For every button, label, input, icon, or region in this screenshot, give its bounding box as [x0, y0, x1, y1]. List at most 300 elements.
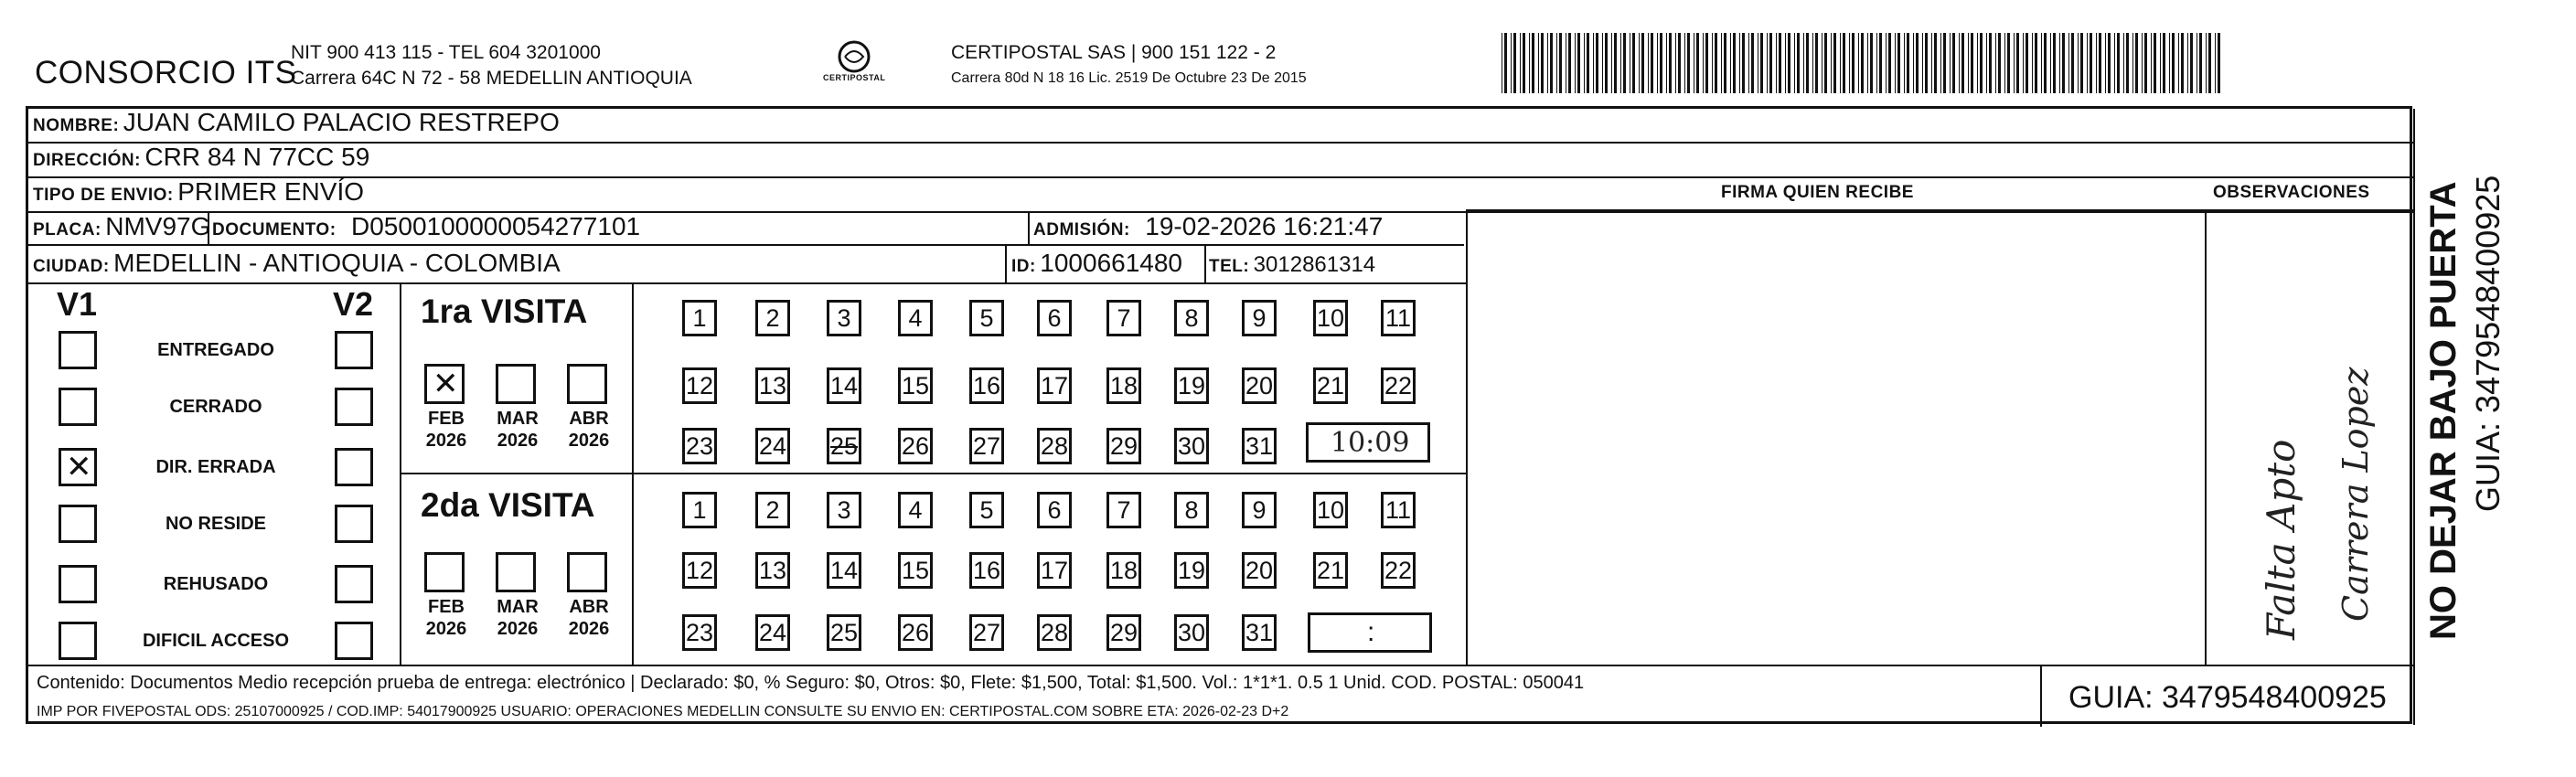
- month-name: FEB: [428, 409, 465, 429]
- barcode-bar: [1605, 33, 1608, 93]
- firma-header: FIRMA QUIEN RECIBE: [1721, 183, 1914, 202]
- barcode-bar: [1748, 33, 1749, 93]
- v1-checkbox[interactable]: [59, 388, 97, 426]
- barcode-bar: [1886, 33, 1887, 93]
- barcode-bar: [1651, 33, 1653, 93]
- second-visit-day-16[interactable]: 16: [969, 552, 1004, 589]
- barcode-bar: [2208, 33, 2211, 93]
- month-year: 2026: [568, 619, 610, 639]
- barcode-bar: [1632, 33, 1635, 93]
- barcode-bar: [1721, 33, 1722, 93]
- second-visit-day-26[interactable]: 26: [898, 614, 933, 651]
- barcode-bar: [1913, 33, 1914, 93]
- barcode-bar: [1684, 33, 1685, 93]
- documento-value: D0500100000054277101: [351, 212, 641, 240]
- first-visit-day-19[interactable]: 19: [1174, 367, 1209, 404]
- barcode-bar: [2142, 33, 2143, 93]
- status-label: CERRADO: [169, 397, 262, 417]
- barcode-bar: [2172, 33, 2175, 93]
- barcode-bar: [1870, 33, 1873, 93]
- nombre-value: JUAN CAMILO PALACIO RESTREPO: [123, 108, 560, 136]
- first-visit-day-16[interactable]: 16: [969, 367, 1004, 404]
- first-visit-day-21[interactable]: 21: [1313, 367, 1348, 404]
- first-visit-day-29[interactable]: 29: [1106, 428, 1141, 464]
- second-visit-day-14[interactable]: 14: [827, 552, 861, 589]
- certipostal-address: Carrera 80d N 18 16 Lic. 2519 De Octubre 23 De 2015: [951, 70, 1307, 86]
- barcode-bar: [2169, 33, 2170, 93]
- second-visit-day-27[interactable]: 27: [969, 614, 1004, 651]
- barcode-bar: [1584, 33, 1585, 93]
- barcode-bar: [1559, 33, 1562, 93]
- second-visit-day-29[interactable]: 29: [1106, 614, 1141, 651]
- second-visit-day-12[interactable]: 12: [682, 552, 717, 589]
- barcode-bar: [1858, 33, 1859, 93]
- observation-note-2: Carrera Lopez: [2336, 367, 2376, 622]
- certipostal-line: CERTIPOSTAL SAS | 900 151 122 - 2: [951, 42, 1277, 63]
- second-visit-day-23[interactable]: 23: [682, 614, 717, 651]
- barcode-bar: [1950, 33, 1951, 93]
- barcode-bar: [2032, 33, 2033, 93]
- second-visit-month-box[interactable]: [424, 552, 465, 592]
- barcode-bar: [2041, 33, 2042, 93]
- observation-note-1: Falta Apto: [2259, 439, 2303, 640]
- barcode-bar: [1797, 33, 1800, 93]
- first-visit-day-4[interactable]: 4: [898, 300, 933, 336]
- second-visit-day-6[interactable]: 6: [1037, 492, 1072, 528]
- second-visit-day-25[interactable]: 25: [827, 614, 861, 651]
- barcode: [1502, 33, 2229, 93]
- first-visit-day-18[interactable]: 18: [1106, 367, 1141, 404]
- nombre-row: [33, 108, 560, 137]
- first-visit-day-7[interactable]: 7: [1106, 300, 1141, 336]
- first-visit-day-25[interactable]: 25: [827, 428, 861, 464]
- barcode-bar: [2014, 33, 2015, 93]
- barcode-bar: [1876, 33, 1877, 93]
- barcode-bar: [1952, 33, 1955, 93]
- status-label: DIR. ERRADA: [155, 457, 276, 477]
- barcode-bar: [1788, 33, 1790, 93]
- barcode-bar: [1968, 33, 1969, 93]
- first-visit-day-13[interactable]: 13: [755, 367, 790, 404]
- barcode-bar: [2144, 33, 2147, 93]
- tel-label: TEL:: [1209, 257, 1250, 276]
- direccion-row: [33, 143, 369, 172]
- second-visit-month-box[interactable]: [567, 552, 607, 592]
- id-value: 1000661480: [1040, 249, 1183, 277]
- first-visit-month-box[interactable]: [567, 364, 607, 404]
- second-visit-day-19[interactable]: 19: [1174, 552, 1209, 589]
- barcode-bar: [1532, 33, 1534, 93]
- barcode-bar: [1703, 33, 1704, 93]
- barcode-bar: [1523, 33, 1525, 93]
- admision-value: 19-02-2026 16:21:47: [1145, 212, 1384, 240]
- second-visit-day-22[interactable]: 22: [1381, 552, 1416, 589]
- barcode-bar: [1577, 33, 1580, 93]
- second-visit-month-box[interactable]: [496, 552, 536, 592]
- barcode-bar: [1751, 33, 1754, 93]
- barcode-bar: [1513, 33, 1516, 93]
- second-visit-day-5[interactable]: 5: [969, 492, 1004, 528]
- barcode-bar: [2004, 33, 2005, 93]
- first-visit-day-8[interactable]: 8: [1174, 300, 1209, 336]
- status-label: NO RESIDE: [165, 514, 267, 534]
- barcode-bar: [1995, 33, 1996, 93]
- second-visit-day-13[interactable]: 13: [755, 552, 790, 589]
- month-year: 2026: [425, 431, 467, 451]
- v1-checkbox[interactable]: [59, 505, 97, 543]
- v2-checkbox[interactable]: [335, 565, 373, 603]
- status-label: DIFICIL ACCESO: [142, 631, 289, 651]
- barcode-bar: [2123, 33, 2124, 93]
- v2-checkbox[interactable]: [335, 331, 373, 369]
- barcode-bar: [1943, 33, 1946, 93]
- barcode-bar: [1538, 33, 1539, 93]
- barcode-bar: [1657, 33, 1658, 93]
- month-label: [561, 596, 616, 640]
- barcode-bar: [2007, 33, 2010, 93]
- v1-checkbox[interactable]: [59, 448, 97, 486]
- barcode-bar: [2160, 33, 2161, 93]
- barcode-bar: [1843, 33, 1845, 93]
- barcode-bar: [2215, 33, 2216, 93]
- admision-row: [1033, 212, 1383, 241]
- second-visit-day-11[interactable]: 11: [1381, 492, 1416, 528]
- first-visit-day-10[interactable]: 10: [1313, 300, 1348, 336]
- barcode-bar: [2105, 33, 2106, 93]
- barcode-bar: [1678, 33, 1681, 93]
- barcode-bar: [1879, 33, 1882, 93]
- second-visit-time: :: [1367, 617, 1375, 647]
- barcode-bar: [1961, 33, 1964, 93]
- first-visit-time-box[interactable]: [1306, 422, 1430, 463]
- first-visit-day-11[interactable]: 11: [1381, 300, 1416, 336]
- barcode-bar: [2050, 33, 2051, 93]
- tel-value: 3012861314: [1253, 252, 1376, 277]
- barcode-bar: [2078, 33, 2079, 93]
- month-name: ABR: [569, 409, 609, 429]
- first-visit-day-6[interactable]: 6: [1037, 300, 1072, 336]
- month-label: [490, 596, 545, 640]
- barcode-bar: [1922, 33, 1923, 93]
- first-visit-day-30[interactable]: 30: [1174, 428, 1209, 464]
- month-name: MAR: [497, 597, 539, 617]
- barcode-bar: [1587, 33, 1589, 93]
- barcode-bar: [2087, 33, 2088, 93]
- first-visit-day-1[interactable]: 1: [682, 300, 717, 336]
- barcode-bar: [1861, 33, 1864, 93]
- barcode-bar: [1623, 33, 1626, 93]
- barcode-bar: [1824, 33, 1827, 93]
- v1-checkbox[interactable]: [59, 565, 97, 603]
- barcode-bar: [2108, 33, 2111, 93]
- first-visit-day-27[interactable]: 27: [969, 428, 1004, 464]
- month-name: ABR: [569, 597, 609, 617]
- second-visit-day-7[interactable]: 7: [1106, 492, 1141, 528]
- certipostal-logo: [823, 37, 886, 91]
- month-label: [419, 596, 474, 640]
- month-year: 2026: [497, 431, 539, 451]
- barcode-bar: [1849, 33, 1850, 93]
- barcode-bar: [2080, 33, 2083, 93]
- check-x-icon: ✕: [66, 449, 92, 485]
- status-label: ENTREGADO: [157, 340, 274, 360]
- direccion-value: CRR 84 N 77CC 59: [144, 143, 370, 171]
- month-label: [561, 408, 616, 452]
- barcode-bar: [1675, 33, 1676, 93]
- barcode-bar: [1648, 33, 1649, 93]
- barcode-bar: [1977, 33, 1978, 93]
- footer-imp: IMP POR FIVEPOSTAL ODS: 25107000925 / COD.IMP: 54017900925 USUARIO: OPERACIONES MEDELLIN CONSULTE SU ENVIO EN: CERTIPOSTAL.COM SOBRE ETA: 2026-02-23 D+2: [37, 704, 1289, 719]
- barcode-bar: [1724, 33, 1726, 93]
- barcode-bar: [1989, 33, 1992, 93]
- barcode-bar: [1888, 33, 1891, 93]
- first-visit-day-26[interactable]: 26: [898, 428, 933, 464]
- tel-row: [1209, 252, 1375, 278]
- barcode-bar: [1769, 33, 1772, 93]
- status-label: REHUSADO: [163, 574, 269, 594]
- barcode-bar: [1596, 33, 1598, 93]
- barcode-bar: [1931, 33, 1932, 93]
- second-visit-day-3[interactable]: 3: [827, 492, 861, 528]
- v1-checkbox[interactable]: [59, 331, 97, 369]
- first-visit-day-31[interactable]: 31: [1242, 428, 1277, 464]
- barcode-bar: [1687, 33, 1690, 93]
- v2-checkbox[interactable]: [335, 622, 373, 660]
- documento-row: [212, 212, 640, 241]
- barcode-bar: [2016, 33, 2019, 93]
- barcode-bar: [1776, 33, 1777, 93]
- side-guia: GUIA: 3479548400925: [2469, 175, 2507, 512]
- second-visit-day-4[interactable]: 4: [898, 492, 933, 528]
- second-visit-day-17[interactable]: 17: [1037, 552, 1072, 589]
- footer-contenido: Contenido: Documentos Medio recepción prueba de entrega: electrónico | Declarado: $0, % Seguro: $0, Otros: $0, Flete: $1,500, Total: $1,500. Vol.: 1*1*1. 0.5 1 Unid. COD. POSTAL: 050041: [37, 673, 1585, 693]
- first-visit-month-box[interactable]: [496, 364, 536, 404]
- barcode-bar: [1742, 33, 1745, 93]
- first-visit-day-17[interactable]: 17: [1037, 367, 1072, 404]
- v1-label: V1: [57, 285, 98, 323]
- second-visit-time-box[interactable]: [1308, 612, 1432, 653]
- v1-checkbox[interactable]: [59, 622, 97, 660]
- barcode-bar: [1602, 33, 1603, 93]
- first-visit-day-2[interactable]: 2: [755, 300, 790, 336]
- logo-text: CERTIPOSTAL: [823, 73, 886, 82]
- barcode-bar: [2151, 33, 2152, 93]
- barcode-bar: [1833, 33, 1836, 93]
- second-visit-day-8[interactable]: 8: [1174, 492, 1209, 528]
- barcode-bar: [1925, 33, 1928, 93]
- barcode-bar: [1803, 33, 1804, 93]
- barcode-bar: [2114, 33, 2115, 93]
- barcode-bar: [2090, 33, 2092, 93]
- barcode-bar: [1696, 33, 1699, 93]
- placa-row: [33, 212, 210, 241]
- first-visit-day-24[interactable]: 24: [755, 428, 790, 464]
- first-visit-day-3[interactable]: 3: [827, 300, 861, 336]
- month-name: MAR: [497, 409, 539, 429]
- ciudad-label: CIUDAD:: [33, 257, 110, 276]
- tipo-value: PRIMER ENVÍO: [177, 177, 365, 206]
- barcode-bar: [1867, 33, 1868, 93]
- barcode-bar: [1794, 33, 1795, 93]
- admision-label: ADMISIÓN:: [1033, 220, 1130, 239]
- barcode-bar: [2206, 33, 2207, 93]
- barcode-bar: [2068, 33, 2069, 93]
- second-visit-day-10[interactable]: 10: [1313, 492, 1348, 528]
- first-visit-title: 1ra VISITA: [421, 293, 588, 330]
- barcode-bar: [1815, 33, 1818, 93]
- barcode-bar: [1730, 33, 1731, 93]
- barcode-bar: [2126, 33, 2129, 93]
- second-visit-day-30[interactable]: 30: [1174, 614, 1209, 651]
- barcode-bar: [2199, 33, 2202, 93]
- barcode-bar: [1511, 33, 1512, 93]
- barcode-bar: [1529, 33, 1530, 93]
- barcode-bar: [1504, 33, 1507, 93]
- second-visit-day-24[interactable]: 24: [755, 614, 790, 651]
- barcode-bar: [2163, 33, 2165, 93]
- barcode-bar: [1934, 33, 1937, 93]
- month-year: 2026: [497, 619, 539, 639]
- footer-guia: GUIA: 3479548400925: [2068, 680, 2387, 715]
- ciudad-row: [33, 249, 561, 278]
- barcode-bar: [1620, 33, 1621, 93]
- barcode-bar: [2154, 33, 2156, 93]
- barcode-bar: [1785, 33, 1786, 93]
- month-label: [490, 408, 545, 452]
- second-visit-day-18[interactable]: 18: [1106, 552, 1141, 589]
- direccion-label: DIRECCIÓN:: [33, 151, 141, 170]
- second-visit-day-9[interactable]: 9: [1242, 492, 1277, 528]
- barcode-bar: [1907, 33, 1909, 93]
- first-visit-day-22[interactable]: 22: [1381, 367, 1416, 404]
- barcode-bar: [1733, 33, 1736, 93]
- first-visit-day-20[interactable]: 20: [1242, 367, 1277, 404]
- barcode-bar: [2117, 33, 2120, 93]
- barcode-bar: [1660, 33, 1662, 93]
- barcode-bar: [1812, 33, 1813, 93]
- barcode-bar: [2071, 33, 2074, 93]
- first-visit-day-14[interactable]: 14: [827, 367, 861, 404]
- barcode-bar: [1760, 33, 1763, 93]
- barcode-bar: [1767, 33, 1768, 93]
- barcode-bar: [2053, 33, 2056, 93]
- barcode-bar: [1705, 33, 1708, 93]
- second-visit-day-1[interactable]: 1: [682, 492, 717, 528]
- check-x-icon: ✕: [433, 366, 459, 402]
- barcode-bar: [1541, 33, 1544, 93]
- second-visit-day-21[interactable]: 21: [1313, 552, 1348, 589]
- tipo-row: [33, 177, 364, 207]
- second-visit-day-15[interactable]: 15: [898, 552, 933, 589]
- barcode-bar: [1980, 33, 1983, 93]
- barcode-bar: [1852, 33, 1855, 93]
- second-visit-title: 2da VISITA: [421, 486, 595, 524]
- barcode-bar: [1669, 33, 1672, 93]
- second-visit-day-31[interactable]: 31: [1242, 614, 1277, 651]
- barcode-bar: [2035, 33, 2037, 93]
- barcode-bar: [1568, 33, 1571, 93]
- second-visit-day-2[interactable]: 2: [755, 492, 790, 528]
- ciudad-value: MEDELLIN - ANTIOQUIA - COLOMBIA: [113, 249, 561, 277]
- barcode-bar: [2218, 33, 2220, 93]
- barcode-bar: [2190, 33, 2193, 93]
- first-visit-day-9[interactable]: 9: [1242, 300, 1277, 336]
- month-label: [419, 408, 474, 452]
- barcode-bar: [1916, 33, 1919, 93]
- barcode-bar: [1739, 33, 1740, 93]
- v2-label: V2: [333, 285, 374, 323]
- first-visit-day-15[interactable]: 15: [898, 367, 933, 404]
- documento-label: DOCUMENTO:: [212, 220, 337, 239]
- nombre-label: NOMBRE:: [33, 116, 120, 135]
- id-label: ID:: [1011, 257, 1036, 276]
- barcode-bar: [2099, 33, 2101, 93]
- barcode-bar: [1998, 33, 2001, 93]
- barcode-bar: [1593, 33, 1594, 93]
- first-visit-day-12[interactable]: 12: [682, 367, 717, 404]
- address-line: Carrera 64C N 72 - 58 MEDELLIN ANTIOQUIA: [291, 68, 692, 89]
- barcode-bar: [2096, 33, 2097, 93]
- barcode-bar: [2135, 33, 2138, 93]
- barcode-bar: [1556, 33, 1557, 93]
- barcode-bar: [1712, 33, 1713, 93]
- v2-checkbox[interactable]: [335, 505, 373, 543]
- barcode-bar: [2178, 33, 2179, 93]
- barcode-bar: [2026, 33, 2028, 93]
- id-row: [1011, 249, 1182, 278]
- barcode-bar: [1611, 33, 1612, 93]
- second-visit-day-28[interactable]: 28: [1037, 614, 1072, 651]
- barcode-bar: [2187, 33, 2188, 93]
- first-visit-day-5[interactable]: 5: [969, 300, 1004, 336]
- barcode-bar: [2044, 33, 2047, 93]
- tipo-label: TIPO DE ENVIO:: [33, 186, 174, 205]
- month-year: 2026: [425, 619, 467, 639]
- barcode-bar: [1547, 33, 1548, 93]
- barcode-bar: [1986, 33, 1987, 93]
- barcode-bar: [1897, 33, 1900, 93]
- barcode-bar: [1806, 33, 1809, 93]
- v2-checkbox[interactable]: [335, 448, 373, 486]
- barcode-bar: [2181, 33, 2184, 93]
- barcode-bar: [1831, 33, 1832, 93]
- v2-checkbox[interactable]: [335, 388, 373, 426]
- barcode-bar: [1895, 33, 1896, 93]
- barcode-bar: [1940, 33, 1941, 93]
- no-dejar-text: NO DEJAR BAJO PUERTA: [2423, 181, 2464, 640]
- placa-label: PLACA:: [33, 220, 102, 239]
- month-year: 2026: [568, 431, 610, 451]
- second-visit-day-20[interactable]: 20: [1242, 552, 1277, 589]
- barcode-bar: [1840, 33, 1841, 93]
- barcode-bar: [1779, 33, 1781, 93]
- barcode-bar: [1666, 33, 1667, 93]
- barcode-bar: [2132, 33, 2133, 93]
- month-name: FEB: [428, 597, 465, 617]
- barcode-bar: [1614, 33, 1617, 93]
- barcode-bar: [2059, 33, 2060, 93]
- barcode-bar: [1904, 33, 1905, 93]
- barcode-bar: [1575, 33, 1576, 93]
- first-visit-day-28[interactable]: 28: [1037, 428, 1072, 464]
- shipping-form: [26, 106, 2412, 724]
- first-visit-month-box[interactable]: [424, 364, 465, 404]
- first-visit-time: 10:09: [1331, 427, 1410, 459]
- observaciones-header: OBSERVACIONES: [2213, 183, 2370, 202]
- barcode-bar: [1550, 33, 1553, 93]
- first-visit-day-23[interactable]: 23: [682, 428, 717, 464]
- barcode-bar: [1520, 33, 1521, 93]
